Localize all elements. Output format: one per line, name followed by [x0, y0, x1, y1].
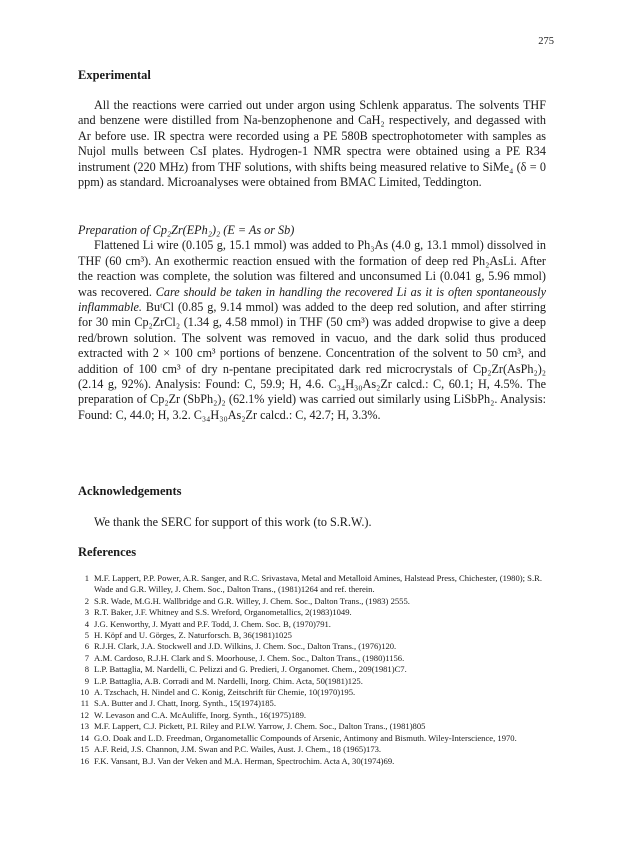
reference-text: H. Köpf and U. Görges, Z. Naturforsch. B, 36(1981)1025 [94, 630, 292, 641]
reference-text: L.P. Battaglia, A.B. Corradi and M. Nardelli, Inorg. Chim. Acta, 50(1981)125. [94, 675, 363, 686]
reference-text: M.F. Lappert, C.J. Pickett, P.I. Riley and P.I.W. Yarrow, J. Chem. Soc., Dalton Trans., (1981)805 [94, 721, 426, 732]
reference-number: 13 [80, 721, 89, 732]
reference-number: 16 [80, 755, 89, 766]
reference-number: 5 [84, 630, 89, 641]
reference-item [78, 619, 546, 630]
acknowledgements-text: We thank the SERC for support of this work (to S.R.W.). [94, 515, 372, 529]
reference-item [78, 573, 546, 596]
reference-number: 11 [80, 698, 89, 709]
reference-item [78, 698, 546, 709]
reference-number: 6 [84, 641, 89, 652]
reference-number: 10 [80, 687, 89, 698]
preparation-section [78, 223, 546, 423]
reference-number: 2 [84, 595, 89, 606]
references-list [78, 573, 546, 767]
reference-item [78, 710, 546, 721]
reference-number: 12 [80, 709, 89, 720]
reference-number: 7 [84, 652, 89, 663]
caution-note: Care should be taken in handling the recovered Li as it is often spontaneously inflammable. [78, 284, 546, 315]
reference-text: A. Tzschach, H. Nindel and C. Konig, Zeitschrift für Chemie, 10(1970)195. [94, 687, 356, 698]
acknowledgements-section [78, 484, 546, 530]
reference-number: 4 [84, 618, 89, 629]
reference-text: G.O. Doak and L.D. Freedman, Organometallic Compounds of Arsenic, Antimony and Bismuth. Wiley-Interscience, 1970. [94, 732, 517, 743]
reference-text: R.T. Baker, J.F. Whitney and S.S. Wreford, Organometallics, 2(1983)1049. [94, 607, 352, 618]
acknowledgements-heading: Acknowledgements [78, 484, 182, 498]
experimental-paragraph: All the reactions were carried out under argon using Schlenk apparatus. The solvents THF and benzene were distilled from Na-benzophenone and CaH₂ respectively, and degassed with Ar before use. IR spectra were recorded using a PE 580B spectrophotometer with samples as Nujol mulls between CsI plates. Hydrogen-1 NMR spectra were obtained using a PE R34 instrument (220 MHz) from THF solutions, with shifts being measured relative to SiMe₄ (δ = 0 ppm) as standard. Microanalyses were obtained from BMAC Limited, Teddington. [78, 98, 546, 190]
reference-text: M.F. Lappert, P.P. Power, A.R. Sanger, and R.C. Srivastava, Metal and Metalloid Amines, Halstead Press, Chichester, (1980); S.R. Wade and G.R. Willey, J. Chem. Soc., Dalton Trans., (1981)1264 and ref. therein. [94, 573, 542, 595]
reference-text: S.R. Wade, M.G.H. Wallbridge and G.R. Willey, J. Chem. Soc., Dalton Trans., (1983) 2555. [94, 595, 410, 606]
reference-item [78, 653, 546, 664]
reference-number: 9 [84, 675, 89, 686]
reference-item [78, 744, 546, 755]
reference-text: L.P. Battaglia, M. Nardelli, C. Pelizzi and G. Predieri, J. Organomet. Chem., 209(1981)C7. [94, 664, 407, 675]
reference-item [78, 664, 546, 675]
reference-number: 3 [84, 607, 89, 618]
reference-item [78, 676, 546, 687]
reference-number: 14 [80, 732, 89, 743]
reference-number: 1 [84, 573, 89, 583]
reference-item [78, 733, 546, 744]
preparation-text-part2: BuᵗCl (0.85 g, 9.14 mmol) was added to the deep red solution, and after stirring for 30 min Cp₂ZrCl₂ (1.34 g, 4.58 mmol) in THF (50 cm³) was added dropwise to give a deep red/brown solution. The solvent was removed in vacuo, and the dark solid thus produced extracted with 2 × 100 cm³ portions of benzene. Concentration of the solvent to 50 cm³, and addition of 100 cm³ of dry n-pentane precipitated dark red microcrystals of Cp₂Zr(AsPh₂)₂ (2.14 g, 92%). Analysis: Found: C, 59.9; H, 4.6. C₃₄H₃₀As₂Zr calcd.: C, 60.1; H, 4.5%. The preparation of Cp₂Zr (SbPh₂)₂ (62.1% yield) was carried out similarly using LiSbPh₂. Analysis: Found: C, 44.0; H, 3.2. C₃₄H₃₀As₂Zr calcd.: C, 42.7; H, 3.3%. [78, 300, 546, 422]
preparation-heading: Preparation of Cp₂Zr(EPh₂)₂ (E = As or Sb) [78, 223, 295, 237]
experimental-section [78, 68, 546, 190]
reference-text: A.F. Reid, J.S. Channon, J.M. Swan and P.C. Wailes, Aust. J. Chem., 18 (1965)173. [94, 744, 382, 755]
reference-item [78, 630, 546, 641]
reference-item [78, 721, 546, 732]
reference-text: S.A. Butter and J. Chatt, Inorg. Synth., 15(1974)185. [94, 698, 276, 709]
reference-text: J.G. Kenworthy, J. Myatt and P.F. Todd, J. Chem. Soc. B, (1970)791. [94, 618, 331, 629]
reference-text: R.J.H. Clark, J.A. Stockwell and J.D. Wilkins, J. Chem. Soc., Dalton Trans., (1976)120. [94, 641, 397, 652]
reference-item [78, 607, 546, 618]
page-number: 275 [538, 36, 554, 47]
reference-number: 15 [80, 744, 89, 755]
reference-item [78, 756, 546, 767]
reference-item [78, 641, 546, 652]
reference-text: W. Levason and C.A. McAuliffe, Inorg. Synth., 16(1975)189. [94, 709, 307, 720]
experimental-heading: Experimental [78, 68, 151, 82]
preparation-paragraph [78, 238, 546, 423]
reference-text: F.K. Vansant, B.J. Van der Veken and M.A. Herman, Spectrochim. Acta A, 30(1974)69. [94, 755, 395, 766]
reference-item [78, 687, 546, 698]
preparation-text-part1: Flattened Li wire (0.105 g, 15.1 mmol) was added to Ph₃As (4.0 g, 13.1 mmol) dissolved in THF (60 cm³). An exothermic reaction ensued with the formation of deep red Ph₂AsLi. After the reaction was complete, the solution was filtered and unconsumed Li (0.041 g, 5.96 mmol) was recovered. [78, 238, 546, 299]
references-section [78, 545, 546, 767]
references-heading: References [78, 545, 137, 559]
reference-number: 8 [84, 664, 89, 675]
reference-item [78, 596, 546, 607]
reference-text: A.M. Cardoso, R.J.H. Clark and S. Moorhouse, J. Chem. Soc., Dalton Trans., (1980)1156. [94, 652, 405, 663]
